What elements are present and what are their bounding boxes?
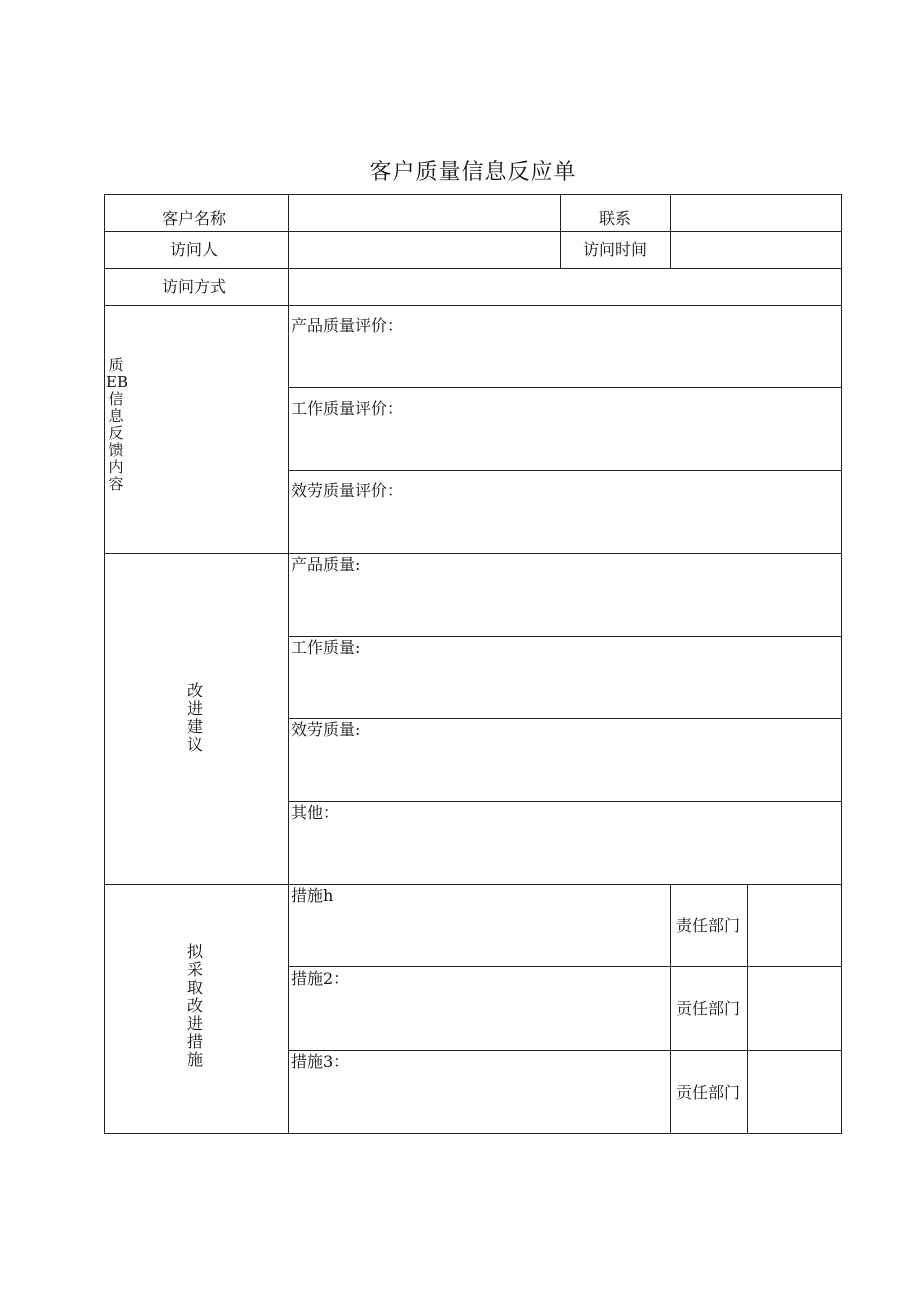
visitor-field[interactable]: [290, 233, 558, 267]
column-divider: [560, 194, 561, 268]
feedback-section-label: 质 EB 信 息 反 馈 内 容: [106, 356, 128, 493]
page-title: 客户质量信息反应单: [369, 160, 577, 185]
customer-name-label: 客户名称: [162, 209, 227, 228]
measure-1-label: 措施h: [291, 886, 334, 905]
product-quality-label: 产品质量:: [291, 555, 361, 574]
row-divider: [288, 636, 842, 637]
improvement-section-label: 改 进 建 议: [186, 681, 203, 754]
contact-field[interactable]: [672, 196, 840, 230]
row-divider: [288, 387, 842, 388]
work-quality-label: 工作质量:: [291, 638, 361, 657]
measure-2-dept-label: 贡任部门: [676, 999, 741, 1018]
row-divider: [288, 1050, 842, 1051]
service-quality-label: 效劳质量:: [291, 720, 361, 739]
row-divider: [104, 305, 842, 306]
table-border-left: [104, 194, 105, 1134]
work-quality-eval-label: 工作质量评价：: [291, 399, 404, 418]
product-quality-eval-label: 产品质量评价：: [291, 316, 404, 335]
section-divider: [104, 553, 842, 554]
row-divider: [288, 470, 842, 471]
visit-method-label: 访问方式: [162, 277, 227, 296]
column-divider: [670, 884, 671, 1134]
row-divider: [104, 268, 842, 269]
customer-name-field[interactable]: [290, 196, 558, 230]
other-label: 其他：: [291, 803, 340, 822]
measure-1-dept-label: 责任部门: [676, 916, 741, 935]
section-divider: [104, 884, 842, 885]
table-border-bottom: [104, 1133, 842, 1134]
measure-3-dept-label: 贡任部门: [676, 1083, 741, 1102]
table-border-right: [841, 194, 842, 1134]
contact-label: 联系: [599, 209, 632, 228]
row-divider: [288, 966, 842, 967]
visitor-label: 访问人: [170, 240, 219, 259]
column-divider: [747, 884, 748, 1134]
column-divider: [288, 194, 289, 1134]
visit-time-label: 访问时间: [583, 240, 648, 259]
table-border-top: [104, 194, 842, 195]
measures-section-label: 拟 采 取 改 进 措 施: [186, 942, 203, 1069]
column-divider: [670, 194, 671, 268]
row-divider: [288, 801, 842, 802]
measure-3-label: 措施3：: [291, 1052, 350, 1071]
measure-2-label: 措施2：: [291, 969, 350, 988]
visit-method-field[interactable]: [290, 270, 840, 304]
row-divider: [288, 718, 842, 719]
visit-time-field[interactable]: [672, 233, 840, 267]
row-divider: [104, 231, 842, 232]
service-quality-eval-label: 效劳质量评价：: [291, 481, 404, 500]
